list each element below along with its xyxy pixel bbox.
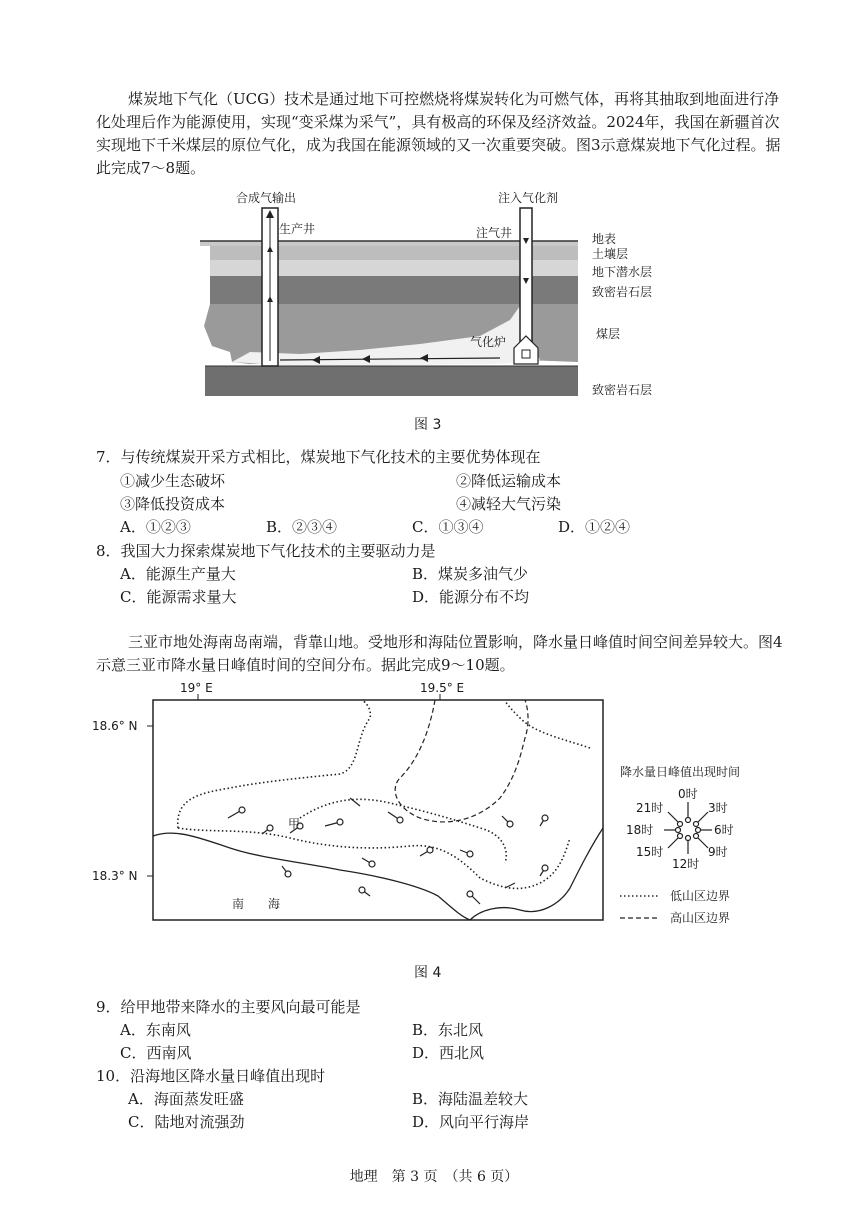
legend-hour-18: 18时 [626, 823, 654, 837]
q10-option-a[interactable]: A．海面蒸发旺盛 [128, 1090, 244, 1108]
label-production-well: 生产井 [279, 222, 316, 236]
q7-stem: 7．与传统煤炭开采方式相比，煤炭地下气化技术的主要优势体现在 [96, 448, 541, 466]
q7-option-d[interactable]: D．①②④ [558, 518, 631, 536]
label-inject-agent: 注入气化剂 [498, 191, 559, 205]
label-furnace: 气化炉 [470, 335, 507, 349]
legend-hour-3: 3时 [708, 801, 728, 815]
lat-18-3: 18.3° N [92, 869, 138, 883]
figure-4-caption: 图 4 [414, 965, 442, 981]
q10-stem: 10．沿海地区降水量日峰值出现时 [96, 1067, 326, 1085]
place-jia: 甲 [288, 817, 301, 831]
q10-option-d[interactable]: D．风向平行海岸 [412, 1113, 530, 1131]
legend-hour-12: 12时 [672, 857, 700, 871]
q8-option-d[interactable]: D．能源分布不均 [412, 588, 530, 606]
legend-high-boundary: 高山区边界 [670, 911, 731, 925]
q9-option-a[interactable]: A．东南风 [120, 1021, 191, 1039]
q8-option-c[interactable]: C．能源需求量大 [120, 588, 237, 606]
legend-hour-0: 0时 [678, 787, 698, 801]
legend-hour-21: 21时 [636, 801, 664, 815]
lat-18-6: 18.6° N [92, 719, 138, 733]
intro-paragraph-ucg: 煤炭地下气化（UCG）技术是通过地下可控燃烧将煤炭转化为可燃气体，再将其抽取到地面进行净化处理后作为能源使用，实现“变采煤为采气”，具有极高的环保及经济效益。2024年，我国在新疆首次实现地下千米煤层的原位气化，成为我国在能源领域的又一次重要突破。图3示意煤炭地下气化过程。据此完成7～8题。 [96, 90, 781, 177]
label-surface: 地表 [592, 232, 617, 246]
q7-option-c[interactable]: C．①③④ [412, 518, 484, 536]
intro-paragraph-sanya: 三亚市地处海南岛南端，背靠山地。受地形和海陆位置影响，降水量日峰值时间空间差异较大。图4示意三亚市降水量日峰值时间的空间分布。据此完成9～10题。 [96, 633, 783, 674]
q7-s3: ③降低投资成本 [120, 495, 226, 513]
figure-3-ucg-diagram [0, 186, 868, 426]
legend-low-boundary: 低山区边界 [670, 889, 731, 903]
q7-s4: ④减轻大气污染 [456, 495, 562, 513]
label-coal: 煤层 [596, 327, 621, 341]
legend-hour-9: 9时 [708, 845, 728, 859]
q9-option-b[interactable]: B．东北风 [412, 1021, 484, 1039]
q8-option-a[interactable]: A．能源生产量大 [120, 565, 236, 583]
label-groundwater: 地下潜水层 [592, 265, 653, 279]
q9-option-c[interactable]: C．西南风 [120, 1044, 192, 1062]
label-syngas-output: 合成气输出 [236, 191, 297, 205]
lon-19-5: 19.5° E [420, 681, 465, 695]
figure-4-sanya-map [0, 678, 868, 938]
legend-title: 降水量日峰值出现时间 [620, 765, 741, 779]
q8-stem: 8．我国大力探索煤炭地下气化技术的主要驱动力是 [96, 542, 436, 560]
label-injection-well: 注气井 [476, 226, 513, 240]
legend-hour-15: 15时 [636, 845, 664, 859]
lon-19: 19° E [180, 681, 213, 695]
page-footer: 地理 第 3 页 （共 6 页） [349, 1169, 519, 1185]
q7-option-a[interactable]: A．①②③ [120, 518, 191, 536]
label-rock-lower: 致密岩石层 [592, 383, 653, 397]
q10-option-c[interactable]: C．陆地对流强劲 [128, 1113, 245, 1131]
q9-option-d[interactable]: D．西北风 [412, 1044, 485, 1062]
q10-option-b[interactable]: B．海陆温差较大 [412, 1090, 529, 1108]
label-rock-upper: 致密岩石层 [592, 285, 653, 299]
legend-hour-6: 6时 [714, 823, 734, 837]
q9-stem: 9．给甲地带来降水的主要风向最可能是 [96, 998, 361, 1016]
figure-3-caption: 图 3 [414, 417, 442, 433]
q7-s1: ①减少生态破坏 [120, 472, 226, 490]
q8-option-b[interactable]: B．煤炭多油气少 [412, 565, 529, 583]
q7-s2: ②降低运输成本 [456, 472, 562, 490]
q7-option-b[interactable]: B．②③④ [266, 518, 338, 536]
label-soil: 土壤层 [592, 247, 629, 261]
label-south-sea: 南 海 [232, 897, 281, 911]
